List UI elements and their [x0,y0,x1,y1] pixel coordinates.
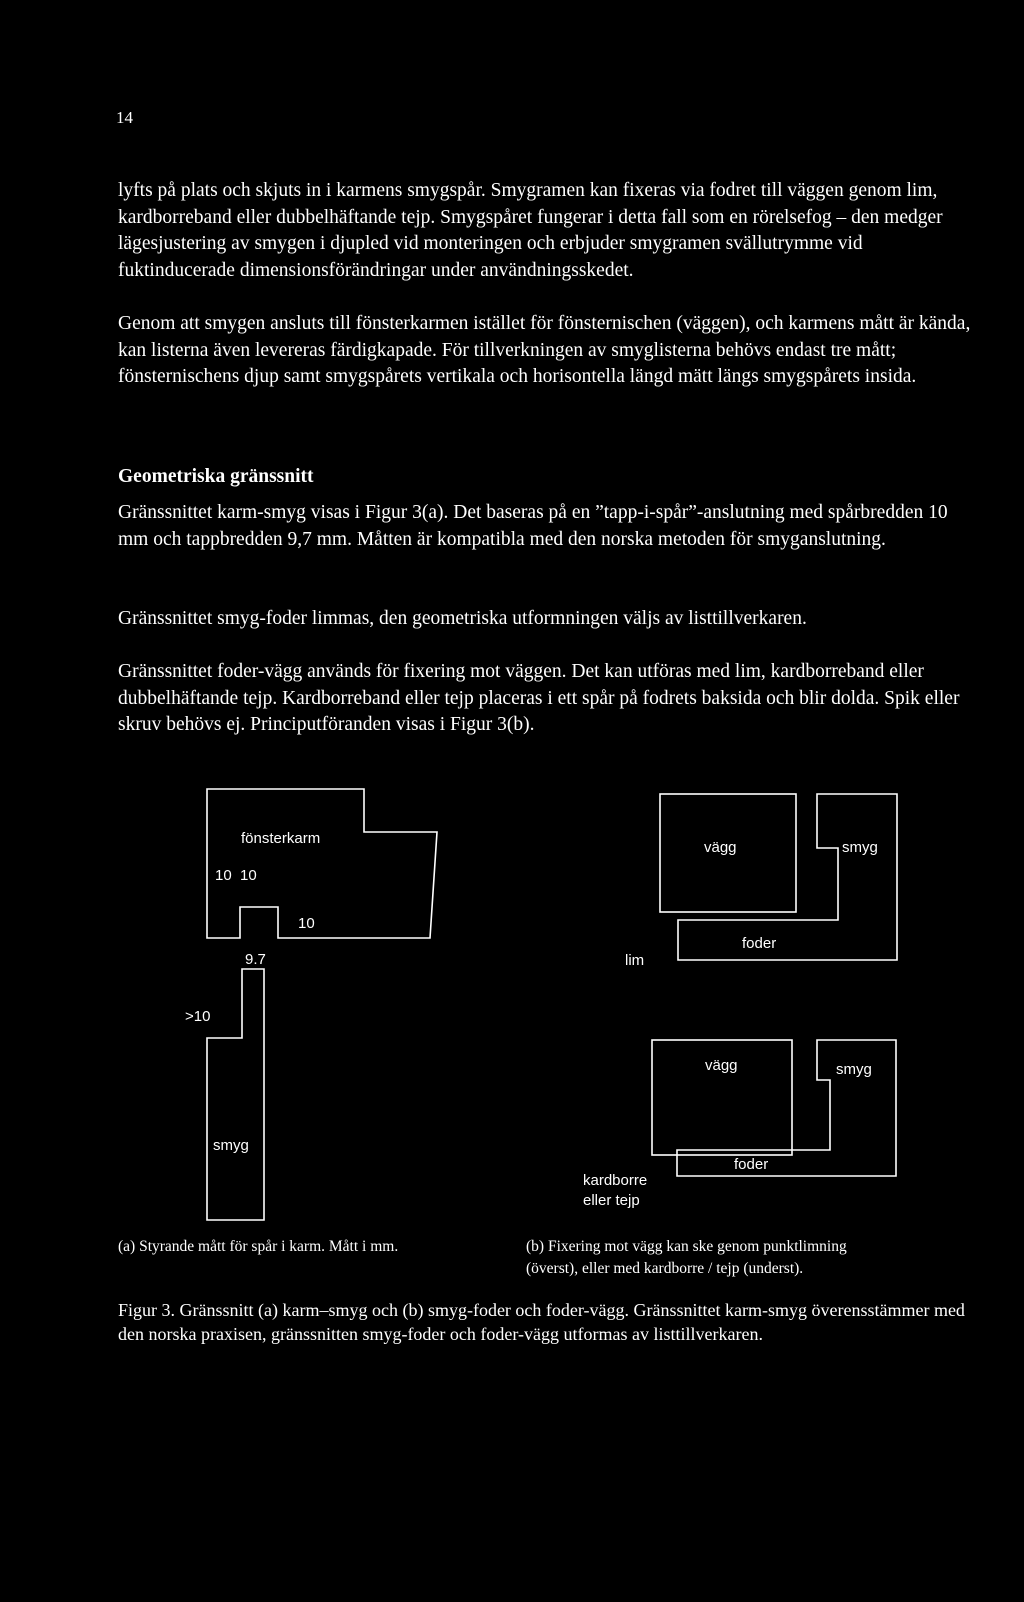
label-smyg-top: smyg [842,839,878,856]
caption-a: (a) Styrande mått för spår i karm. Mått i mm. [118,1238,399,1255]
figure-3-drawing [0,770,1024,1230]
paragraph-intro: lyfts på plats och skjuts in i karmens smygspår. Smygramen kan fixeras via fodret till väggen genom lim, kardborreband eller dubbelhäftande tejp. Smygspåret fungerar i detta fall som en rörelsefog – den medger lägesjustering av smygen i djupled vid monteringen och erbjuder smygramen svällutrymme vid fuktinducerade dimensionsförändringar under användningsskedet. [118,180,943,281]
label-fonsterkarm: fönsterkarm [241,830,321,847]
paragraph-smyg-foder: Gränssnittet smyg-foder limmas, den geometriska utformningen väljs av listtillverkaren. [118,608,807,629]
section-heading: Geometriska gränssnitt [118,466,314,487]
figure-caption: Figur 3. Gränssnitt (a) karm–smyg och (b) smyg-foder och foder-vägg. Gränssnittet karm-smyg överensstämmer med den norska praxisen, gränssnitten smyg-foder och foder-vägg utformas av listtillverkaren. [118,1300,965,1344]
label-kardborre-line1: kardborre [583,1172,648,1189]
figure-3 [0,770,1024,1235]
label-foder-top: foder [742,935,777,952]
label-dim-gt10: >10 [185,1008,211,1025]
label-dim-10-10: 10 10 [215,867,257,884]
caption-b [526,1236,926,1280]
label-dim-10: 10 [298,915,315,932]
label-smyg-a: smyg [213,1137,249,1154]
label-smyg-bottom: smyg [836,1061,872,1078]
smyg-outline [207,969,264,1220]
page-number: 14 [116,108,133,127]
smyg-top-outline [678,794,897,960]
caption-b-line1: (b) Fixering mot vägg kan ske genom punktlimning [526,1238,847,1255]
label-kardborre-line2: eller tejp [583,1192,640,1209]
label-foder-bottom: foder [734,1156,769,1173]
caption-b-line2: (överst), eller med kardborre / tejp (underst). [526,1260,804,1277]
label-dim-9-7: 9.7 [245,951,266,968]
karm-outline [207,789,437,938]
paragraph-smyg-anslutning: Genom att smygen ansluts till fönsterkarmen istället för fönsternischen (väggen), och karmens mått är kända, kan listerna även levereras färdigkapade. För tillverkningen av smyglisterna behövs endast tre mått; fönsternischens djup samt smygspårets vertikala och horisontella längd mätt längs smygspårets insida. [118,313,971,387]
label-lim: lim [625,952,645,969]
paragraph-foder-vagg: Gränssnittet foder-vägg används för fixering mot väggen. Det kan utföras med lim, kardborreband eller dubbelhäftande tejp. Kardborreband eller tejp placeras i ett spår på fodrets baksida och blir dolda. Spik eller skruv behövs ej. Principutföranden visas i Figur 3(b). [118,661,960,735]
paragraph-karm-smyg: Gränssnittet karm-smyg visas i Figur 3(a). Det baseras på en ”tapp-i-spår”-anslutning med spårbredden 10 mm och tappbredden 9,7 mm. Måtten är kompatibla med den norska metoden för smyganslutning. [118,502,948,550]
label-vagg-bottom: vägg [705,1057,738,1074]
label-vagg-top: vägg [704,839,737,856]
